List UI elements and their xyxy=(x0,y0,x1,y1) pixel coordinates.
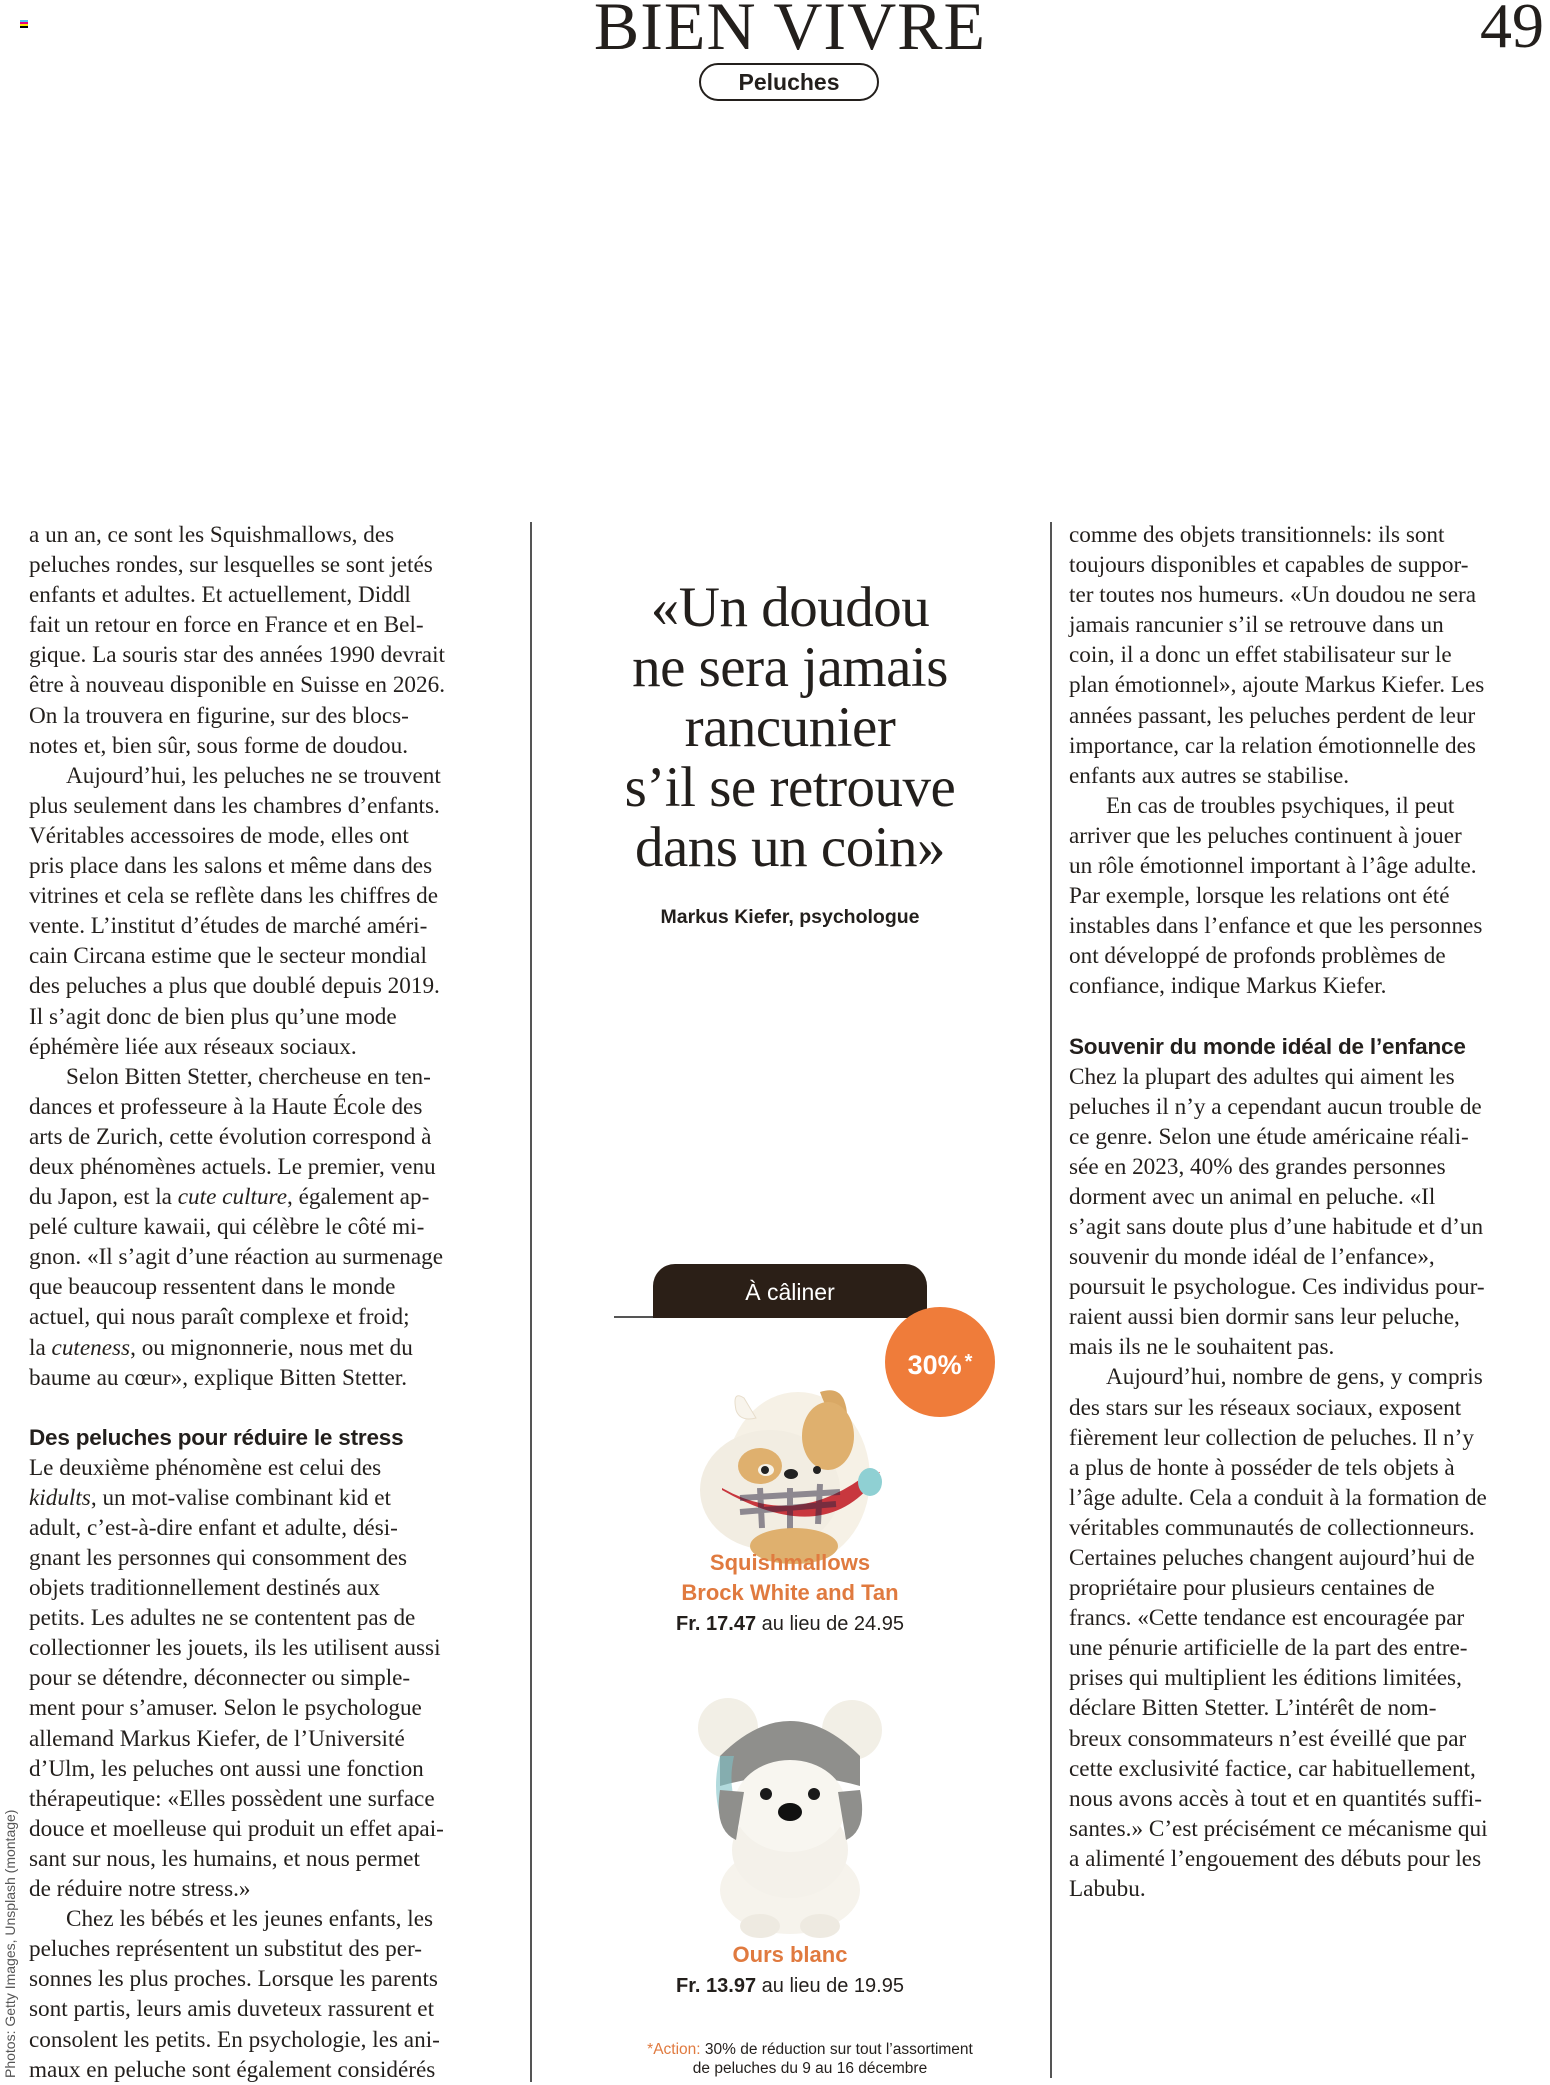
text-line: Chez la plupart des adultes qui aiment les xyxy=(1069,1063,1455,1090)
text-line: Labubu. xyxy=(1069,1876,1146,1903)
article-paragraph xyxy=(1069,1062,1550,1363)
pull-quote-attribution: Markus Kiefer, psychologue xyxy=(660,906,920,928)
text-line: Selon Bitten Stetter, chercheuse en ten- xyxy=(66,1063,431,1090)
text-line: petits. Les adultes ne se contentent pas de xyxy=(29,1605,416,1632)
product-name-line2: Brock White and Tan xyxy=(681,1580,899,1605)
text-line: mais ils ne le souhaitent pas. xyxy=(1069,1334,1335,1361)
squishmallow-bulldog-plush-icon xyxy=(700,1370,910,1570)
column-divider-left xyxy=(530,522,532,2082)
color-registration-mark xyxy=(20,20,28,28)
text-line: enfants et adultes. Et actuellement, Diddl xyxy=(29,582,411,609)
article-paragraph xyxy=(1069,1362,1550,1904)
page-number: 49 xyxy=(1480,0,1544,61)
text-line: toujours disponibles et capables de suppor- xyxy=(1069,552,1469,579)
text-line: santes.» C’est précisément ce mécanisme qui xyxy=(1069,1815,1488,1842)
text-line: plan émotionnel», ajoute Markus Kiefer. Les xyxy=(1069,672,1485,699)
spacer xyxy=(1069,1002,1550,1032)
polar-bear-plush-icon xyxy=(690,1690,900,1940)
text-line: du Japon, est la cute culture, également ap- xyxy=(29,1184,430,1211)
pull-quote-line: rancunier xyxy=(684,696,896,759)
text-line: fait un retour en force en France et en Bel- xyxy=(29,612,424,639)
text-line: douce et moelleuse qui produit un effet apai- xyxy=(29,1815,444,1842)
text-line: sant sur nous, les humains, et nous permet xyxy=(29,1845,420,1872)
text-line: plus seulement dans les chambres d’enfants. xyxy=(29,792,440,819)
photo-credit: Photos: Getty Images, Unsplash (montage) xyxy=(2,1809,18,2078)
text-line: Chez les bébés et les jeunes enfants, les xyxy=(66,1906,434,1933)
text-line: l’âge adulte. Cela a conduit à la formation de xyxy=(1069,1484,1487,1511)
text-line: des stars sur les réseaux sociaux, exposent xyxy=(1069,1394,1462,1421)
text-line: arts de Zurich, cette évolution correspond à xyxy=(29,1123,432,1150)
text-line: de réduire notre stress.» xyxy=(29,1876,251,1903)
text-line: actuel, qui nous paraît complexe et froid; xyxy=(29,1304,410,1331)
section-subheading: Souvenir du monde idéal de l’enfance xyxy=(1069,1033,1466,1059)
article-paragraph xyxy=(29,520,519,761)
text-line: importance, car la relation émotionnelle des xyxy=(1069,732,1476,759)
text-line: ont développé de profonds problèmes de xyxy=(1069,943,1446,970)
text-line: notes et, bien sûr, sous forme de doudou. xyxy=(29,732,409,759)
text-line: baume au cœur», explique Bitten Stetter. xyxy=(29,1364,407,1391)
article-column-left xyxy=(29,520,519,2085)
article-paragraph xyxy=(29,761,519,1062)
article-paragraph xyxy=(1069,520,1550,791)
section-subheading: Des peluches pour réduire le stress xyxy=(29,1424,404,1450)
text-line: arriver que les peluches continuent à jouer xyxy=(1069,822,1462,849)
section-title: BIEN VIVRE xyxy=(593,0,987,64)
column-divider-right xyxy=(1050,522,1052,2078)
text-line: pour se détendre, déconnecter ou simple- xyxy=(29,1665,411,1692)
article-column-right xyxy=(1069,520,1550,1904)
text-line: allemand Markus Kiefer, de l’Université xyxy=(29,1725,405,1752)
text-line: kidults, un mot-valise combinant kid et xyxy=(29,1484,391,1511)
pull-quote-line: dans un coin» xyxy=(634,816,946,879)
spacer xyxy=(29,1393,519,1423)
pull-quote-line: s’il se retrouve xyxy=(624,756,956,819)
text-line: s’agit sans doute plus d’une habitude et d’un xyxy=(1069,1213,1484,1240)
text-line: Il s’agit donc de bien plus qu’une mode xyxy=(29,1003,397,1030)
pull-quote-line: «Un doudou xyxy=(650,576,930,639)
text-line: breux consommateurs n’est éveillé que par xyxy=(1069,1725,1467,1752)
text-line: pelé culture kawaii, qui célèbre le côté mi- xyxy=(29,1214,425,1241)
text-line: cain Circana estime que le secteur mondial xyxy=(29,943,427,970)
rubric-tag: Peluches xyxy=(699,63,879,101)
text-line: peluches il n’y a cependant aucun trouble de xyxy=(1069,1093,1482,1120)
text-line: coin, il a donc un effet stabilisateur sur le xyxy=(1069,642,1452,669)
product-price: Fr. 13.97 au lieu de 19.95 xyxy=(676,1975,904,1997)
text-line: collectionner les jouets, ils les utilisent aussi xyxy=(29,1635,441,1662)
text-line: sonnes les plus proches. Lorsque les parents xyxy=(29,1966,438,1993)
text-line: propriétaire pour plusieurs centaines de xyxy=(1069,1575,1435,1602)
article-paragraph xyxy=(29,1062,519,1393)
text-line: être à nouveau disponible en Suisse en 2026. xyxy=(29,672,445,699)
text-line: pris place dans les salons et même dans des xyxy=(29,853,433,880)
text-line: la cuteness, ou mignonnerie, nous met du xyxy=(29,1334,413,1361)
text-line: d’Ulm, les peluches ont aussi une fonction xyxy=(29,1755,424,1782)
text-line: sée en 2023, 40% des grandes personnes xyxy=(1069,1153,1446,1180)
pull-quote-line: ne sera jamais xyxy=(632,636,948,699)
text-line: deux phénomènes actuels. Le premier, venu xyxy=(29,1153,436,1180)
text-line: poursuit le psychologue. Ces individus pour- xyxy=(1069,1274,1485,1301)
text-line: sont partis, leurs amis duveteux rassurent et xyxy=(29,1996,435,2023)
text-line: a plus de honte à posséder de tels objets à xyxy=(1069,1454,1455,1481)
text-line: Certaines peluches changent aujourd’hui de xyxy=(1069,1545,1475,1571)
text-line: enfants aux autres se stabilise. xyxy=(1069,762,1350,789)
article-paragraph xyxy=(29,1904,519,2085)
photo-area xyxy=(0,120,1550,510)
text-line: dances et professeure à la Haute École des xyxy=(29,1093,423,1120)
text-line: dorment avec un animal en peluche. «Il xyxy=(1069,1183,1436,1210)
text-line: objets traditionnellement destinés aux xyxy=(29,1575,380,1602)
text-line: peluches rondes, sur lesquelles se sont jetés xyxy=(29,552,433,579)
text-line: gnant les personnes qui consomment des xyxy=(29,1545,408,1571)
text-line: peluches représentent un substitut des per- xyxy=(29,1936,422,1963)
article-paragraph xyxy=(1069,791,1550,1002)
text-line: éphémère liée aux réseaux sociaux. xyxy=(29,1033,357,1060)
text-line: nous avons accès à tout et en quantités suffi- xyxy=(1069,1785,1482,1812)
text-line: ce genre. Selon une étude américaine réali- xyxy=(1069,1123,1469,1150)
text-line: En cas de troubles psychiques, il peut xyxy=(1106,792,1455,819)
text-line: prises qui multiplient les éditions limitées, xyxy=(1069,1665,1462,1692)
text-line: des peluches a plus que doublé depuis 2019. xyxy=(29,973,440,1000)
text-line: comme des objets transitionnels: ils sont xyxy=(1069,522,1445,548)
text-line: Aujourd’hui, les peluches ne se trouvent xyxy=(66,762,441,789)
product-name: Squishmallows xyxy=(709,1550,871,1575)
text-line: ter toutes nos humeurs. «Un doudou ne sera xyxy=(1069,582,1476,609)
text-line: vitrines et cela se reflète dans les chiffres de xyxy=(29,883,439,910)
text-line: années passant, les peluches perdent de leur xyxy=(1069,702,1476,729)
shop-box-tab: À câliner xyxy=(653,1264,927,1318)
text-line: Aujourd’hui, nombre de gens, y compris xyxy=(1106,1364,1483,1391)
product-price: Fr. 17.47 au lieu de 24.95 xyxy=(676,1613,904,1635)
text-line: raient aussi bien dormir sans leur peluche, xyxy=(1069,1304,1460,1331)
text-line: On la trouvera en figurine, sur des blocs- xyxy=(29,702,409,729)
discount-badge: 30% * xyxy=(885,1307,995,1417)
text-line: instables dans l’enfance et que les personnes xyxy=(1069,913,1483,940)
text-line: un rôle émotionnel important à l’âge adulte. xyxy=(1069,853,1477,880)
text-line: véritables communautés de collectionneurs. xyxy=(1069,1514,1475,1541)
text-line: ment pour s’amuser. Selon le psychologue xyxy=(29,1695,422,1722)
text-line: thérapeutique: «Elles possèdent une surface xyxy=(29,1785,435,1812)
text-line: une pénurie artificielle de la part des entre- xyxy=(1069,1635,1468,1662)
text-line: adult, c’est-à-dire enfant et adulte, dési- xyxy=(29,1514,398,1541)
text-line: que beaucoup ressentent dans le monde xyxy=(29,1274,396,1301)
pull-quote xyxy=(560,578,1020,878)
text-line: gique. La souris star des années 1990 devrait xyxy=(29,642,445,669)
text-line: francs. «Cette tendance est encouragée par xyxy=(1069,1605,1465,1632)
text-line: maux en peluche sont également considérés xyxy=(29,2056,436,2083)
promo-footnote: *Action: 30% de réduction sur tout l’assortiment de peluches du 9 au 16 décembre xyxy=(647,2041,973,2077)
text-line: Véritables accessoires de mode, elles ont xyxy=(29,822,409,849)
text-line: a alimenté l’engouement des débuts pour les xyxy=(1069,1845,1482,1872)
text-line: consolent les petits. En psychologie, les ani- xyxy=(29,2026,440,2053)
text-line: déclare Bitten Stetter. L’intérêt de nom- xyxy=(1069,1695,1437,1722)
text-line: Par exemple, lorsque les relations ont été xyxy=(1069,883,1450,910)
text-line: fièrement leur collection de peluches. Il n’y xyxy=(1069,1424,1474,1451)
text-line: jamais rancunier s’il se retrouve dans un xyxy=(1069,612,1444,639)
text-line: confiance, indique Markus Kiefer. xyxy=(1069,973,1387,1000)
text-line: a un an, ce sont les Squishmallows, des xyxy=(29,522,395,548)
product-name: Ours blanc xyxy=(732,1942,848,1967)
text-line: cette exclusivité factice, car habituellement, xyxy=(1069,1755,1476,1782)
article-paragraph xyxy=(29,1453,519,1904)
text-line: souvenir du monde idéal de l’enfance», xyxy=(1069,1244,1435,1271)
text-line: Le deuxième phénomène est celui des xyxy=(29,1454,382,1481)
text-line: vente. L’institut d’études de marché améri- xyxy=(29,913,428,940)
text-line: gnon. «Il s’agit d’une réaction au surmenage xyxy=(29,1244,444,1271)
